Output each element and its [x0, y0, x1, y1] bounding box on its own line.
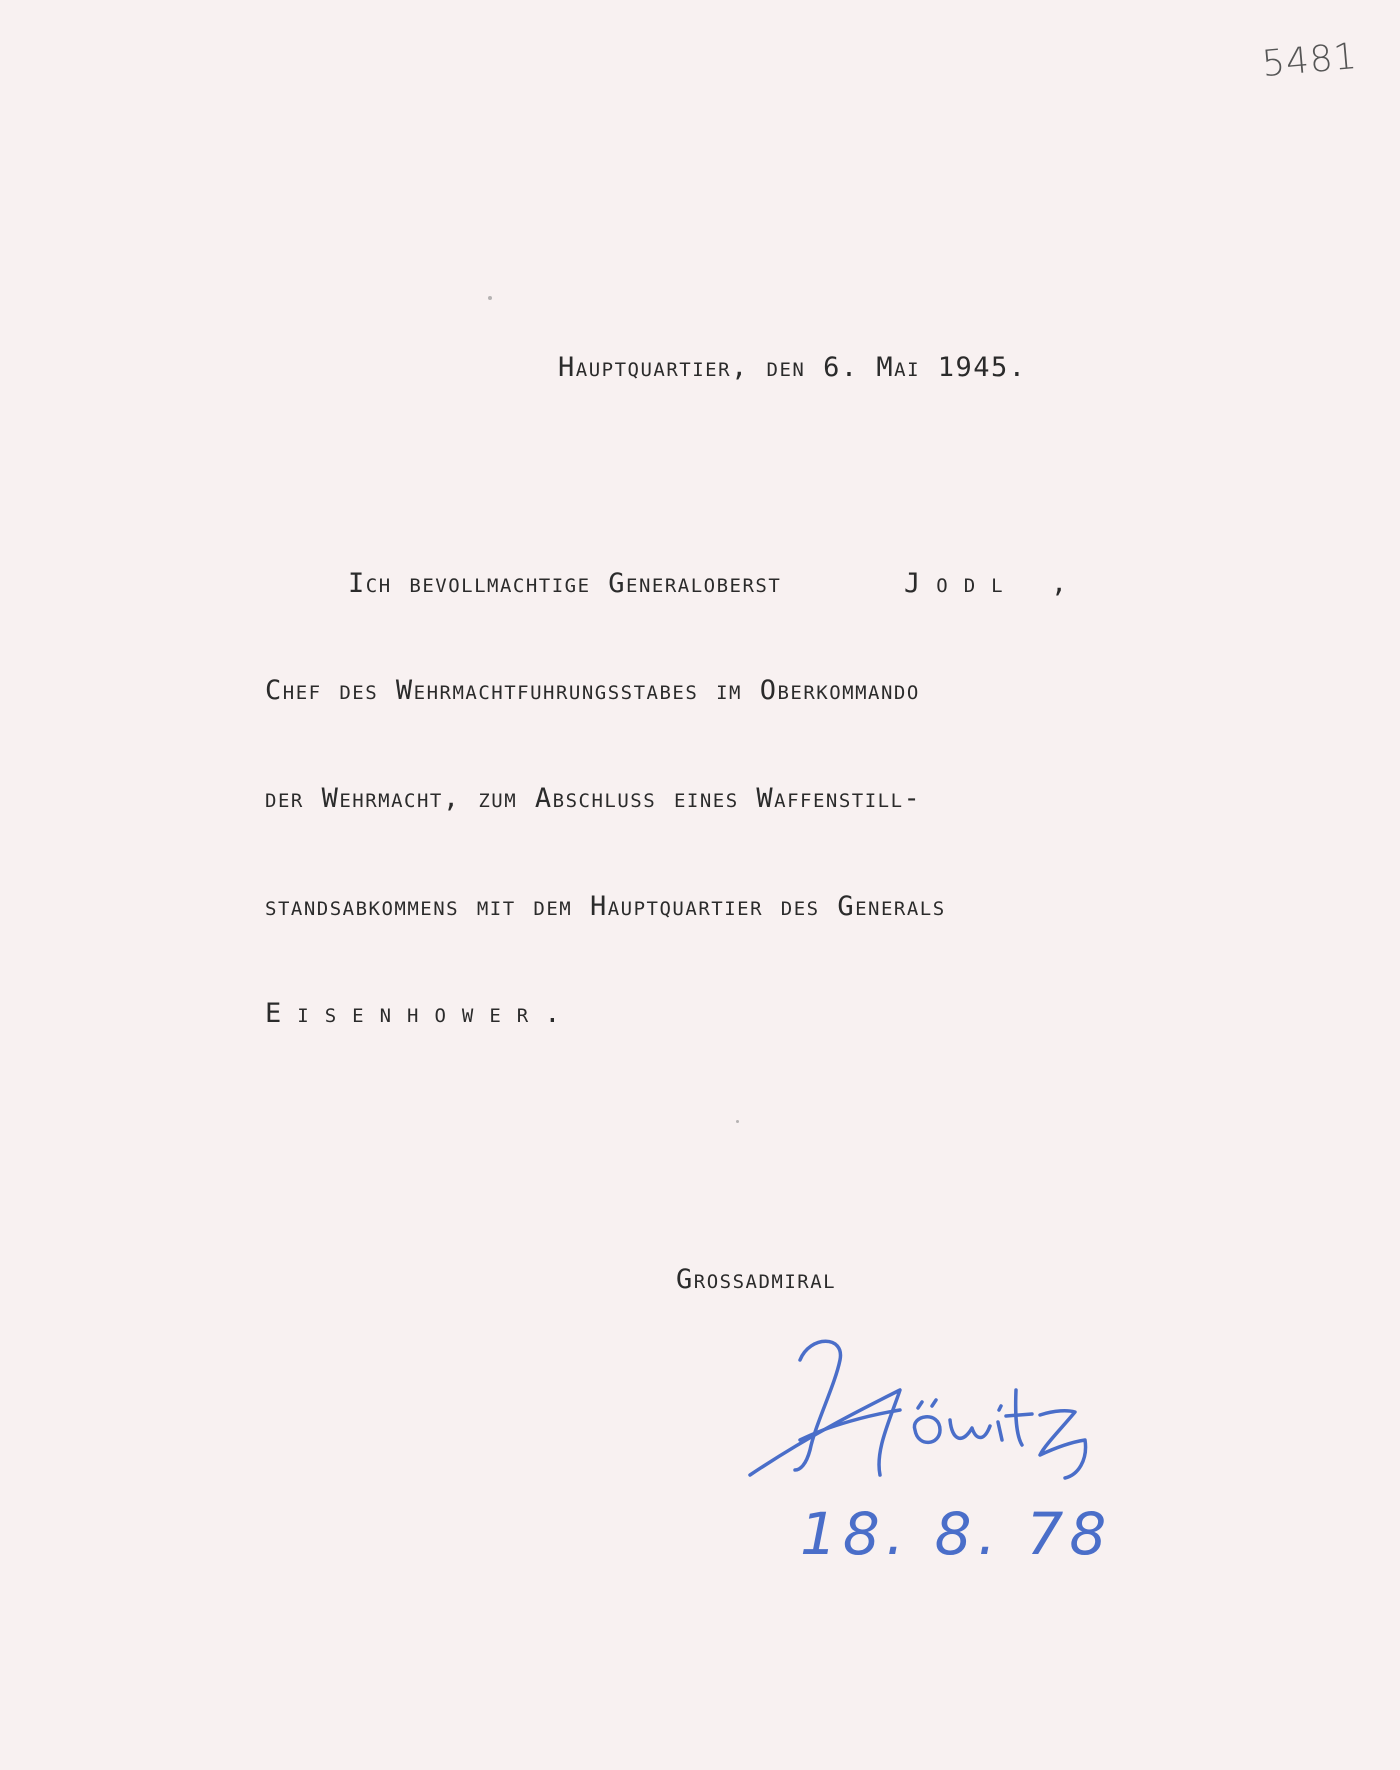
body-line-3: der Wehrmacht, zum Abschluss eines Waffenstill-: [265, 783, 922, 814]
handwritten-signature: [740, 1330, 1160, 1480]
body-line-5: Eisenhower.: [265, 998, 577, 1029]
body-line-1a: Ich bevollmachtige Generaloberst: [348, 568, 782, 599]
paper-speck: [488, 296, 492, 300]
archive-number: 5481: [1260, 35, 1360, 86]
place-date-line: Hauptquartier, den 6. Mai 1945.: [558, 352, 1027, 383]
body-line-2: Chef des Wehrmachtfuhrungsstabes im Oberkommando: [265, 675, 920, 706]
paper-speck: [736, 1120, 739, 1123]
handwritten-date: 18. 8. 78: [800, 1500, 1113, 1568]
body-line-1b: Jodl ,: [904, 568, 1084, 599]
signature-title: Grossadmiral: [676, 1264, 837, 1295]
body-line-4: standsabkommens mit dem Hauptquartier des Generals: [265, 891, 946, 922]
